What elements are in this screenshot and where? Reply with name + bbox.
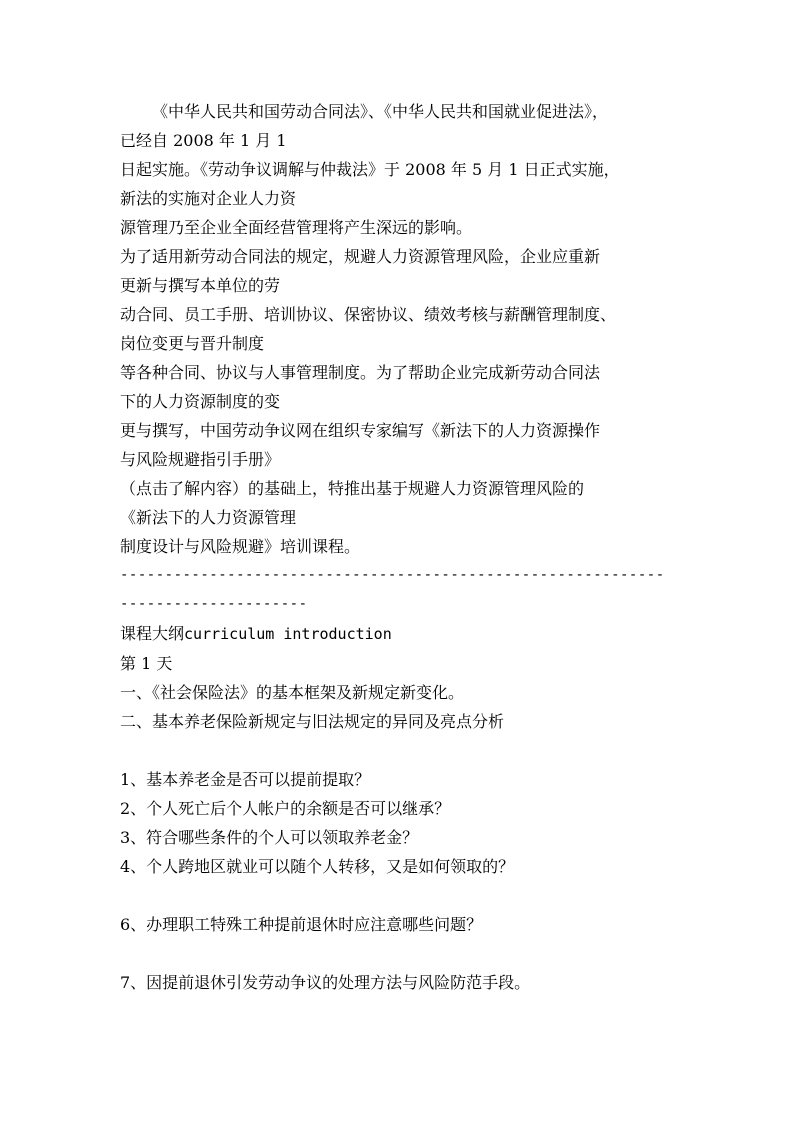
intro-line-8: 动合同、员工手册、培训协议、保密协议、绩效考核与薪酬管理制度、 [120,305,617,324]
intro-line-13: 与风险规避指引手册》 [120,450,281,469]
intro-line-2: 已经自 2008 年 1 月 1 [120,131,287,150]
question-1: 1、基本养老金是否可以提前提取？ [120,770,371,789]
intro-line-11: 下的人力资源制度的变 [120,392,281,411]
outline-title-cn: 课程大纲 [120,624,185,643]
spacer [120,939,700,968]
intro-line-3: 日起实施。《劳动争议调解与仲裁法》于 2008 年 5 月 1 日正式实施， [120,160,620,179]
intro-line-14: （点击了解内容）的基础上，特推出基于规避人力资源管理风险的 [120,479,585,498]
intro-line-4: 新法的实施对企业人力资 [120,189,297,208]
outline-day: 第 1 天 [120,654,173,673]
question-3: 3、符合哪些条件的个人可以领取养老金？ [120,828,419,847]
outline-title-en: curriculum introduction [184,625,392,643]
intro-line-10: 等各种合同、协议与人事管理制度。为了帮助企业完成新劳动合同法 [120,363,601,382]
document-page [120,97,700,997]
spacer [120,736,700,765]
outline-section-2: 二、基本养老保险新规定与旧法规定的异同及亮点分析 [120,712,505,731]
outline-section-1: 一、《社会保险法》的基本框架及新规定新变化。 [120,683,465,702]
question-6: 6、办理职工特殊工种提前退休时应注意哪些问题？ [120,915,483,934]
intro-line-15: 《新法下的人力资源管理 [120,508,297,527]
outline-title [120,619,700,649]
question-2: 2、个人死亡后个人帐户的余额是否可以继承？ [120,799,451,818]
question-4: 4、个人跨地区就业可以随个人转移，又是如何领取的？ [120,857,515,876]
spacer [120,881,700,910]
divider-line-2: --------------------- [120,596,308,612]
question-7: 7、因提前退休引发劳动争议的处理方法与风险防范手段。 [120,973,531,992]
intro-line-16: 制度设计与风险规避》培训课程。 [120,537,361,556]
intro-line-1: 《中华人民共和国劳动合同法》、《中华人民共和国就业促进法》， [152,102,609,121]
intro-line-7: 更新与撰写本单位的劳 [120,276,281,295]
divider-line-1: ------------------------------------------------------------- [120,567,665,583]
intro-line-9: 岗位变更与晋升制度 [120,334,265,353]
intro-line-5: 源管理乃至企业全面经营管理将产生深远的影响。 [120,218,473,237]
intro-line-6: 为了适用新劳动合同法的规定，规避人力资源管理风险，企业应重新 [120,247,601,266]
intro-line-12: 更与撰写，中国劳动争议网在组织专家编写《新法下的人力资源操作 [120,421,601,440]
